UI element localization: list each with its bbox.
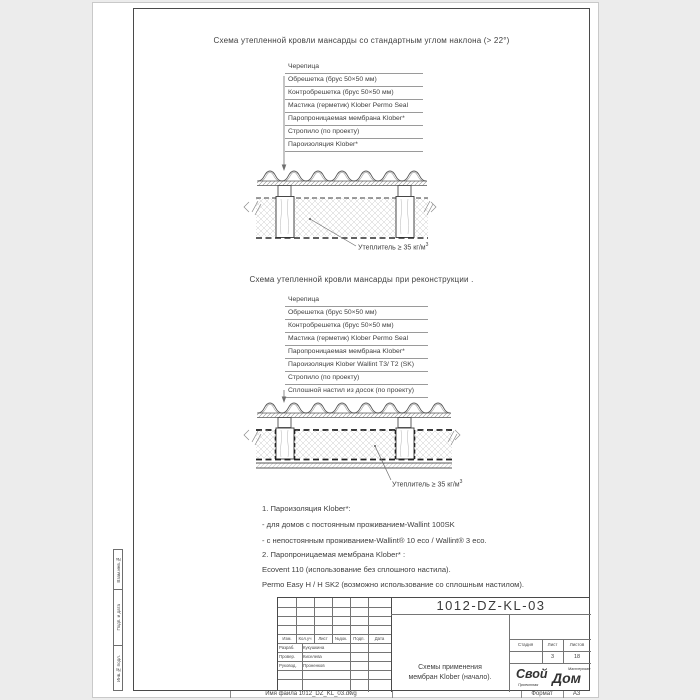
tb-role: Провер. (279, 654, 296, 659)
tb-col-ndok: №док. (334, 636, 348, 641)
roof-section-diagram-1 (240, 72, 440, 257)
layer-label: Обрешетка (брус 50×50 мм) (285, 307, 428, 320)
left-margin-strip (113, 549, 123, 691)
format-value: А3 (572, 691, 581, 697)
logo-word-dom: Дом (552, 670, 582, 686)
drawing-title: Схемы применения мембран Klober (начало). (408, 663, 492, 681)
layer-label: Мастика (герметик) Klober Permo Seal (285, 333, 428, 346)
tb-col-list: Лист (318, 636, 328, 641)
company-logo (509, 663, 590, 691)
sheets-label: Листов (569, 642, 585, 647)
strip-cell: Взам.инв.№ (113, 549, 123, 590)
tb-role-name: Проненков (303, 663, 325, 668)
layer-label: Контробрешетка (брус 50×50 мм) (285, 320, 428, 333)
footer-divider (563, 691, 564, 698)
tb-role-name: Кукушкина (303, 645, 325, 650)
tb-col-data: Дата (374, 636, 385, 641)
layer-label: Пароизоляция Klober* (285, 139, 423, 152)
file-name-label: Имя файла 1012_DZ_KL_03.dwg (265, 691, 357, 697)
layer-label: Обрешетка (брус 50×50 мм) (285, 74, 423, 87)
tb-col-podp: Подп. (353, 636, 365, 641)
layer-label: Стропило (по проекту) (285, 372, 428, 385)
footer-divider (230, 691, 231, 698)
section2-title: Схема утепленной кровли мансарды при реконструкции . (249, 275, 474, 284)
strip-cell: Подп. и дата (113, 589, 123, 646)
note-line: Permo Easy H / H SK2 (возможно использование со сплошным настилом). (262, 580, 525, 589)
layer-label: Контробрешетка (брус 50×50 мм) (285, 87, 423, 100)
strip-cell: Инв.№ подл. (113, 645, 123, 691)
insulation-callout-1: Утеплитель ≥ 35 $кг/м^3$ (358, 242, 429, 252)
note-line: Ecovent 110 (использование без сплошного настила). (262, 565, 451, 574)
tb-role: Разраб. (279, 645, 295, 650)
layer-label: Паропроницаемая мембрана Klober* (285, 113, 423, 126)
layer-label: Стропило (по проекту) (285, 126, 423, 139)
note-line: 1. Пароизоляция Klober*: (262, 504, 351, 513)
sheets-value: 18 (573, 654, 581, 660)
tb-col-koluch: Кол.уч (298, 636, 312, 641)
title-block (277, 597, 590, 691)
layer-label: Паропроницаемая мембрана Klober* (285, 346, 428, 359)
layer-label: Сплошной настил из досок (по проекту) (285, 385, 428, 398)
note-line: - для домов с постоянным проживанием-Wallint 100SK (262, 520, 455, 529)
footer-divider (521, 691, 522, 698)
layer-label: Черепица (285, 294, 428, 307)
tb-role-name: Киселева (303, 654, 322, 659)
tb-col-izm: Изм. (282, 636, 292, 641)
note-line: - с непостоянным проживанием-Wallint® 10 eco / Wallint® 3 eco. (262, 536, 487, 545)
tb-role: Руковод. (279, 663, 297, 668)
logo-small-proektnaya: Проектная (518, 683, 539, 687)
note-line: 2. Паропроницаемая мембрана Klober* : (262, 550, 406, 559)
section1-title: Схема утепленной кровли мансарды со стандартным углом наклона (> 22°) (213, 36, 510, 45)
sheet-value: 3 (550, 654, 555, 660)
layer-label: Черепица (285, 61, 423, 74)
roof-section-diagram-2 (240, 296, 470, 496)
layer-label: Пароизоляция Klober Wallint T3/ T2 (SK) (285, 359, 428, 372)
layer-label: Мастика (герметик) Klober Permo Seal (285, 100, 423, 113)
logo-small-masterskaya: Мастерская (568, 667, 591, 671)
sheet-label: Лист (547, 642, 558, 647)
document-number: 1012-DZ-KL-03 (436, 598, 546, 613)
logo-word-svoy: Свой (516, 667, 548, 681)
insulation-callout-2: Утеплитель ≥ 35 $кг/м^3$ (392, 479, 463, 489)
stage-label: Стадия (517, 642, 534, 647)
format-label: Формат (531, 691, 553, 697)
footer-divider (392, 691, 393, 698)
